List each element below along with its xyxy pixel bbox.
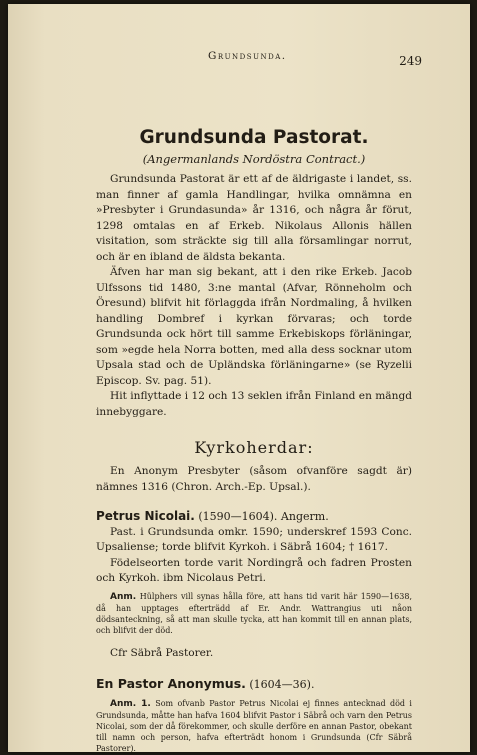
pastor-line-2: Födelseorten torde varit Nordingrå och fadren Prosten och Kyrkoh. ibm Nicolaus Petri.	[96, 556, 412, 584]
cross-reference: Cfr Säbrå Pastorer.	[110, 646, 214, 659]
note-text: Hülphers vill synas hålla före, att hans tid varit här 1590—1638, då han upptages efterträdd af Er. Andr. Wattrangius uti nåon dödsanteckning, så att man skulle tycka, att han kommit till en annan plats, och blifvit der död.	[96, 591, 412, 635]
intro-paragraph-3: Hit inflyttade i 12 och 13 seklen ifrån Finland en mängd innebyggare.	[96, 390, 413, 418]
pastor-name-2: En Pastor Anonymus.	[96, 676, 246, 691]
book-page	[8, 4, 470, 752]
page-subtitle: (Angermanlands Nordöstra Contract.)	[142, 152, 366, 166]
note-label: Anm.	[110, 591, 137, 602]
pastor-dates: (1590—1604). Angerm.	[194, 510, 329, 523]
pastor-dates-2: (1604—36).	[245, 678, 315, 691]
pastor-note-2	[96, 698, 412, 752]
section-intro: En Anonym Presbyter (såsom ofvanföre sagdt är) nämnes 1316 (Chron. Arch.-Ep. Upsal.).	[96, 465, 412, 493]
intro-paragraph-2: Äfven har man sig bekant, att i den rike Erkeb. Jacob Ulfssons tid 1480, 3:ne mantal (Afvar, Rönneholm och Öresund) blifvit hit förlaggda ifrån Nordmaling, å hvilken handling Dombref i kyrkan förvaras; och torde Grundsunda ock hört till samme Erkebiskops förläningar, som »egde hela Norra botten, med alla dess socknar utom Upsala stad och de Upländska förläningarne» (se Ryzelii Episcop. Sv. pag. 51).	[96, 266, 412, 387]
note-label-2: Anm. 1.	[110, 699, 151, 709]
page-title: Grundsunda Pastorat.	[139, 127, 369, 148]
page-content	[96, 126, 412, 752]
section-heading: Kyrkoherdar:	[194, 438, 314, 457]
page-number: 249	[399, 54, 422, 68]
pastor-line-1: Past. i Grundsunda omkr. 1590; underskref 1593 Conc. Upsaliense; torde blifvit Kyrkoh. i Säbrå 1604; † 1617.	[96, 525, 412, 553]
running-header: Grundsunda.	[208, 50, 287, 62]
pastor-name: Petrus Nicolai.	[96, 509, 195, 523]
intro-paragraph-1: Grundsunda Pastorat är ett af de äldrigaste i landet, ss. man finner af gamla Handlingar, hvilka omnämna en »Presbyter i Grundasunda» år 1316, och några år förut, 1298 omtalas en af Erkeb. Nikolaus Allonis hällen visitation, som sträckte sig till alla församlingar norrut, och är en ibland de äldsta bekanta.	[96, 173, 412, 263]
pastor-entry-2	[96, 675, 412, 694]
note-text-2: Som ofvanb Pastor Petrus Nicolai ej finnes antecknad död i Grundsunda, måtte han hafva 1604 blifvit Pastor i Säbrå och varn den Petrus Nicolai, som der då förekommer, och skulle derföre en annan Pastor, obekant till namn och person, hafva efterträdt honom i Grundsunda (Cfr Säbrå Pastorer).	[96, 699, 412, 752]
pastor-note	[96, 591, 412, 636]
pastor-entry-1	[96, 509, 412, 525]
